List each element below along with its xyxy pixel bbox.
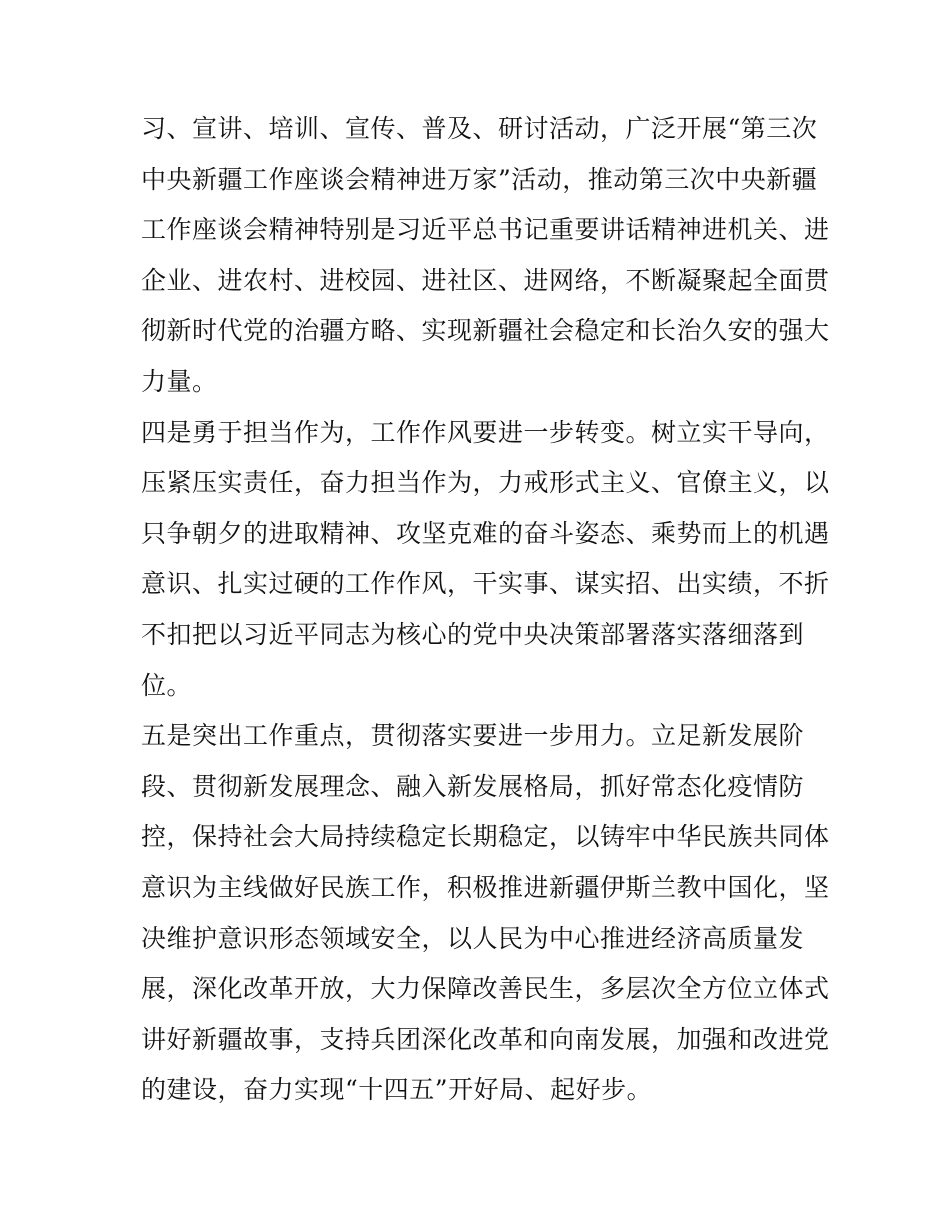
text-line: 控，保持社会大局持续稳定长期稳定，以铸牢中华民族共同体	[141, 822, 830, 852]
text-line: 决维护意识形态领域安全，以人民为中心推进经济高质量发	[141, 923, 805, 953]
text-line: 力量。	[141, 366, 218, 396]
text-line: 位。	[141, 670, 193, 700]
text-line: 段、贯彻新发展理念、融入新发展格局，抓好常态化疫情防	[141, 771, 805, 801]
text-line: 五是突出工作重点，贯彻落实要进一步用力。立足新发展阶	[141, 721, 805, 751]
text-line: 中央新疆工作座谈会精神进万家”活动，推动第三次中央新疆	[141, 164, 818, 194]
text-line: 意识为主线做好民族工作，积极推进新疆伊斯兰教中国化，坚	[141, 872, 830, 902]
text-line: 只争朝夕的进取精神、攻坚克难的奋斗姿态、乘势而上的机遇	[141, 518, 830, 548]
text-line: 讲好新疆故事，支持兵团深化改革和向南发展，加强和改进党	[141, 1024, 830, 1054]
text-line: 企业、进农村、进校园、进社区、进网络，不断凝聚起全面贯	[141, 265, 830, 295]
text-line: 展，深化改革开放，大力保障改善民生，多层次全方位立体式	[141, 974, 830, 1004]
text-line: 压紧压实责任，奋力担当作为，力戒形式主义、官僚主义，以	[141, 468, 830, 498]
text-line: 习、宣讲、培训、宣传、普及、研讨活动，广泛开展“第三次	[141, 114, 818, 143]
document-body	[141, 104, 830, 1116]
text-line: 意识、扎实过硬的工作作风，干实事、谋实招、出实绩，不折	[141, 569, 830, 599]
text-line: 工作座谈会精神特别是习近平总书记重要讲话精神进机关、进	[141, 215, 830, 245]
text-line: 四是勇于担当作为，工作作风要进一步转变。树立实干导向，	[141, 417, 830, 447]
text-line: 不扣把以习近平同志为核心的党中央决策部署落实落细落到	[141, 619, 805, 649]
text-line: 的建设，奋力实现“十四五”开好局、起好步。	[141, 1075, 653, 1105]
text-line: 彻新时代党的治疆方略、实现新疆社会稳定和长治久安的强大	[141, 316, 830, 346]
